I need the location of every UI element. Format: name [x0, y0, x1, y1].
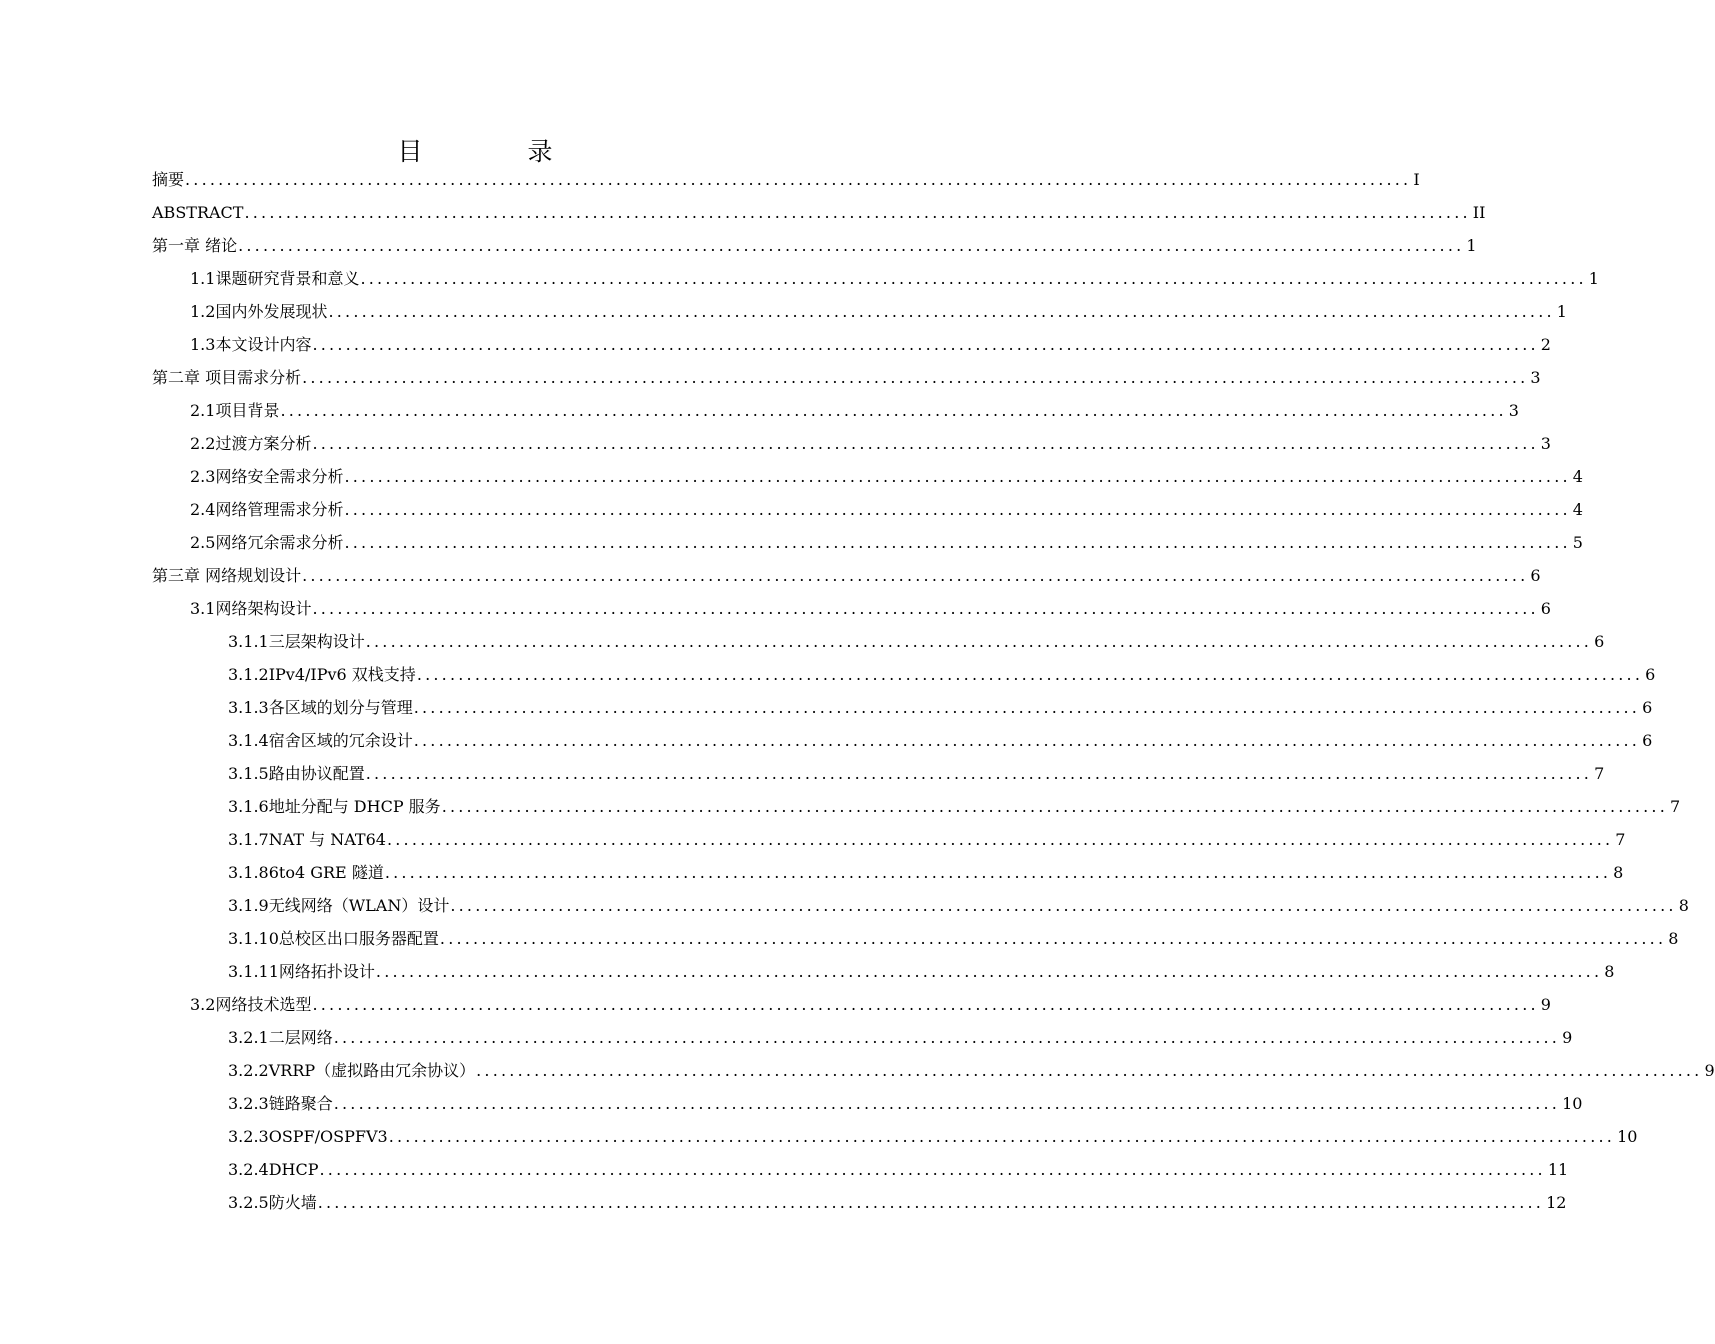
toc-entry-page: 3: [1540, 434, 1551, 453]
toc-entry-page: 6: [1642, 698, 1653, 717]
toc-entry-3-1-10[interactable]: [228, 922, 1679, 955]
toc-entry-2-3[interactable]: [190, 460, 1583, 493]
toc-entry-number: 3.1.6: [228, 797, 269, 816]
toc-entry-number: 3.1.4: [228, 731, 269, 750]
dot-leader: ....................................................................................................................................................: [244, 203, 1471, 222]
dot-leader: ....................................................................................................................................................: [476, 1061, 1703, 1080]
dot-leader: ....................................................................................................................................................: [365, 764, 1593, 783]
toc-entry-number: 3.2.5: [228, 1193, 269, 1212]
toc-entry-2-4[interactable]: [190, 493, 1583, 526]
toc-entry-title: 宿舍区域的冗余设计: [268, 731, 413, 750]
toc-entry-title: NAT 与 NAT64: [268, 830, 386, 849]
dot-leader: ....................................................................................................................................................: [312, 995, 1539, 1014]
toc-entry-page: 10: [1617, 1127, 1638, 1146]
toc-entry-3-1-11[interactable]: [228, 955, 1615, 988]
toc-entry-number: 2.1: [190, 401, 216, 420]
toc-entry-page: II: [1472, 203, 1486, 222]
toc-entry-3-1-5[interactable]: [228, 757, 1605, 790]
dot-leader: ....................................................................................................................................................: [302, 368, 1529, 387]
toc-entry-page: 3: [1530, 368, 1541, 387]
toc-entry-page: 9: [1540, 995, 1551, 1014]
toc-entry-title: 课题研究背景和意义: [215, 269, 360, 288]
toc-entry-page: 2: [1540, 335, 1551, 354]
toc-entry-page: 8: [1613, 863, 1624, 882]
toc-entry-number: 3.2.1: [228, 1028, 269, 1047]
toc-entry-number: 1.1: [190, 269, 216, 288]
toc-entry-title: 总校区出口服务器配置: [278, 929, 439, 948]
toc-entry-1-1[interactable]: [190, 262, 1599, 295]
toc-entry-number: 3.1.5: [228, 764, 269, 783]
toc-entry-number: 3.1.11: [228, 962, 279, 981]
toc-entry-title: 防火墙: [268, 1193, 317, 1212]
toc-entry-title: 二层网络: [268, 1028, 333, 1047]
toc-entry-page: 9: [1562, 1028, 1573, 1047]
toc-entry-page: 12: [1546, 1193, 1567, 1212]
toc-entry-3-2-1[interactable]: [228, 1021, 1573, 1054]
toc-entry-title: 各区域的划分与管理: [268, 698, 413, 717]
toc-entry-3-2-2[interactable]: [228, 1054, 1715, 1087]
toc-entry-title: 第一章 绪论: [152, 236, 238, 255]
dot-leader: ....................................................................................................................................................: [312, 434, 1539, 453]
toc-entry-title: 国内外发展现状: [215, 302, 328, 321]
toc-entry-3-1-9[interactable]: [228, 889, 1689, 922]
toc-entry-title: 网络安全需求分析: [215, 467, 344, 486]
toc-entry-page: 6: [1645, 665, 1656, 684]
toc-entry-page: 8: [1604, 962, 1615, 981]
dot-leader: ....................................................................................................................................................: [413, 698, 1641, 717]
dot-leader: ....................................................................................................................................................: [441, 797, 1669, 816]
toc-entry-chapter-2[interactable]: [152, 361, 1541, 394]
toc-entry-title: 本文设计内容: [215, 335, 312, 354]
toc-entry-title: 第二章 项目需求分析: [152, 368, 302, 387]
toc-entry-number: 3.1.7: [228, 830, 269, 849]
toc-entry-number: 2.5: [190, 533, 216, 552]
toc-entry-3-2-4[interactable]: [228, 1153, 1569, 1186]
toc-entry-number: 3.1.8: [228, 863, 269, 882]
toc-entry-3-1-8[interactable]: [228, 856, 1624, 889]
dot-leader: ....................................................................................................................................................: [302, 566, 1529, 585]
dot-leader: ....................................................................................................................................................: [280, 401, 1507, 420]
toc-entry-3-1-6[interactable]: [228, 790, 1681, 823]
dot-leader: ....................................................................................................................................................: [333, 1094, 1561, 1113]
toc-entry-2-5[interactable]: [190, 526, 1583, 559]
toc-entry-3-1-2[interactable]: [228, 658, 1656, 691]
dot-leader: ....................................................................................................................................................: [319, 1160, 1546, 1179]
toc-entry-chapter-3[interactable]: [152, 559, 1541, 592]
toc-entry-title: 6to4 GRE 隧道: [268, 863, 384, 882]
toc-entry-page: 10: [1562, 1094, 1583, 1113]
dot-leader: ....................................................................................................................................................: [375, 962, 1603, 981]
toc-entry-number: 1.3: [190, 335, 216, 354]
toc-entry-page: 11: [1547, 1160, 1569, 1179]
toc-entry-page: 7: [1594, 764, 1605, 783]
toc-entry-number: 2.4: [190, 500, 216, 519]
toc-entry-number: 3.1: [190, 599, 216, 618]
toc-entry-3-2-3-link-aggregation[interactable]: [228, 1087, 1583, 1120]
dot-leader: ....................................................................................................................................................: [333, 1028, 1561, 1047]
toc-entry-page: 6: [1540, 599, 1551, 618]
toc-entry-page: 6: [1594, 632, 1605, 651]
toc-entry-title: 地址分配与 DHCP 服务: [268, 797, 441, 816]
toc-entry-title: 链路聚合: [268, 1094, 333, 1113]
toc-entry-title: 网络拓扑设计: [278, 962, 375, 981]
toc-entry-title: 过渡方案分析: [215, 434, 312, 453]
toc-entry-page: 6: [1530, 566, 1541, 585]
toc-entry-title: 网络管理需求分析: [215, 500, 344, 519]
toc-entry-page: I: [1413, 170, 1420, 189]
dot-leader: ....................................................................................................................................................: [317, 1193, 1545, 1212]
toc-entry-number: 3.2: [190, 995, 216, 1014]
toc-entry-number: 3.2.3: [228, 1127, 269, 1146]
toc-entry-title: OSPF/OSPFV3: [268, 1127, 388, 1146]
dot-leader: ....................................................................................................................................................: [344, 467, 1571, 486]
toc-entry-number: 3.1.2: [228, 665, 269, 684]
dot-leader: ....................................................................................................................................................: [185, 170, 1412, 189]
dot-leader: ....................................................................................................................................................: [439, 929, 1667, 948]
dot-leader: ....................................................................................................................................................: [238, 236, 1465, 255]
toc-entry-page: 9: [1704, 1061, 1715, 1080]
toc-entry-abstract-cn[interactable]: [152, 163, 1420, 196]
toc-entry-3-1-3[interactable]: [228, 691, 1653, 724]
dot-leader: ....................................................................................................................................................: [384, 863, 1612, 882]
dot-leader: ....................................................................................................................................................: [416, 665, 1644, 684]
toc-entry-title: 无线网络（WLAN）设计: [268, 896, 450, 915]
toc-entry-title: 网络技术选型: [215, 995, 312, 1014]
toc-entry-2-2[interactable]: [190, 427, 1551, 460]
dot-leader: ....................................................................................................................................................: [450, 896, 1677, 915]
toc-entry-title: 网络冗余需求分析: [215, 533, 344, 552]
toc-entry-number: 3.1.3: [228, 698, 269, 717]
dot-leader: ....................................................................................................................................................: [360, 269, 1587, 288]
toc-entry-number: 3.2.4: [228, 1160, 269, 1179]
toc-entry-3-2-3-ospf[interactable]: [228, 1120, 1638, 1153]
toc-entry-page: 1: [1466, 236, 1477, 255]
toc-entry-page: 3: [1508, 401, 1519, 420]
toc-entry-3-1-7[interactable]: [228, 823, 1626, 856]
toc-entry-title: ABSTRACT: [152, 203, 244, 222]
toc-entry-number: 2.2: [190, 434, 216, 453]
dot-leader: ....................................................................................................................................................: [312, 335, 1539, 354]
toc-entry-title: 路由协议配置: [268, 764, 365, 783]
dot-leader: ....................................................................................................................................................: [386, 830, 1614, 849]
dot-leader: ....................................................................................................................................................: [344, 533, 1571, 552]
toc-entry-1-2[interactable]: [190, 295, 1567, 328]
toc-entry-1-3[interactable]: [190, 328, 1551, 361]
toc-entry-3-1-1[interactable]: [228, 625, 1605, 658]
toc-entry-page: 1: [1556, 302, 1567, 321]
dot-leader: ....................................................................................................................................................: [312, 599, 1539, 618]
toc-entry-title: 三层架构设计: [268, 632, 365, 651]
toc-entry-page: 4: [1572, 500, 1583, 519]
toc-entry-page: 1: [1588, 269, 1599, 288]
toc-entry-3-1[interactable]: [190, 592, 1551, 625]
toc-entry-page: 4: [1572, 467, 1583, 486]
toc-entry-number: 2.3: [190, 467, 216, 486]
toc-entry-page: 8: [1668, 929, 1679, 948]
toc-entry-page: 7: [1615, 830, 1626, 849]
toc-entry-title: 项目背景: [215, 401, 280, 420]
toc-entry-3-1-4[interactable]: [228, 724, 1653, 757]
toc-entry-number: 3.2.3: [228, 1094, 269, 1113]
toc-entry-title: IPv4/IPv6 双栈支持: [268, 665, 416, 684]
dot-leader: ....................................................................................................................................................: [413, 731, 1641, 750]
toc-entry-title: 摘要: [152, 170, 185, 189]
toc-entry-3-2-5[interactable]: [228, 1186, 1567, 1219]
dot-leader: ....................................................................................................................................................: [328, 302, 1555, 321]
toc-entry-title: 第三章 网络规划设计: [152, 566, 302, 585]
page-title: 目 录: [397, 137, 593, 166]
toc-entry-number: 3.1.10: [228, 929, 279, 948]
toc-entry-number: 3.1.9: [228, 896, 269, 915]
toc-entry-number: 3.1.1: [228, 632, 269, 651]
toc-entry-page: 8: [1678, 896, 1689, 915]
toc-entry-2-1[interactable]: [190, 394, 1519, 427]
dot-leader: ....................................................................................................................................................: [344, 500, 1571, 519]
toc-entry-title: DHCP: [268, 1160, 319, 1179]
toc-entry-chapter-1[interactable]: [152, 229, 1477, 262]
toc-entry-title: 网络架构设计: [215, 599, 312, 618]
toc-entry-page: 7: [1670, 797, 1681, 816]
dot-leader: ....................................................................................................................................................: [388, 1127, 1616, 1146]
toc-entry-page: 5: [1572, 533, 1583, 552]
toc-entry-number: 1.2: [190, 302, 216, 321]
toc-entry-number: 3.2.2: [228, 1061, 269, 1080]
dot-leader: ....................................................................................................................................................: [365, 632, 1593, 651]
toc-entry-page: 6: [1642, 731, 1653, 750]
toc-entry-title: VRRP（虚拟路由冗余协议）: [268, 1061, 476, 1080]
toc-entry-3-2[interactable]: [190, 988, 1551, 1021]
toc-entry-abstract-en[interactable]: [152, 196, 1486, 229]
